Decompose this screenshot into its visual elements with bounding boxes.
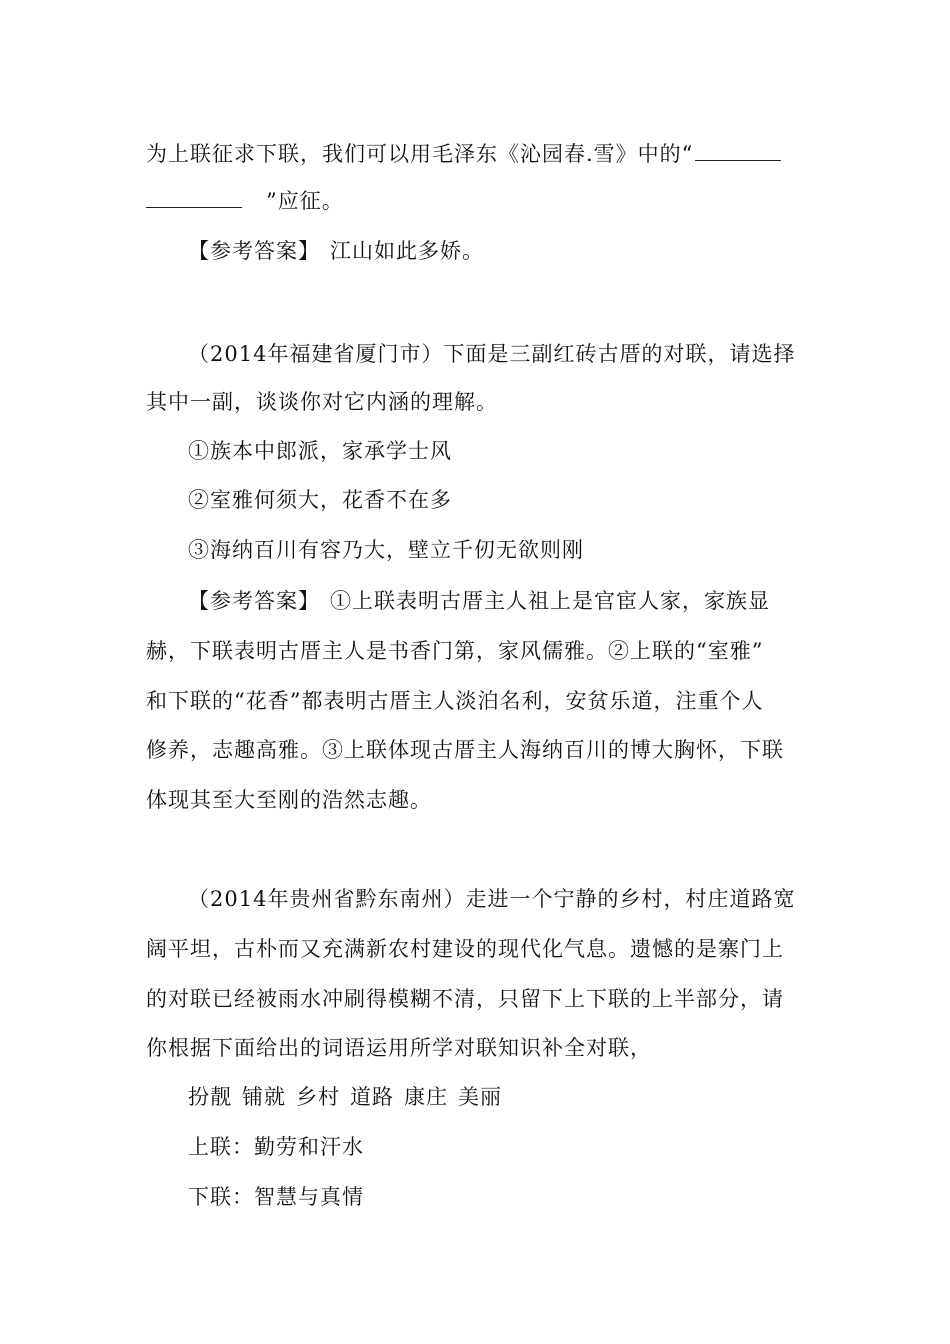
word-item: 美丽: [458, 1085, 502, 1109]
answer-label: 【参考答案】: [188, 239, 320, 263]
answer-line: [188, 237, 484, 265]
lower-couplet-line: [188, 1183, 364, 1211]
word-list: [188, 1083, 502, 1111]
lower-couplet-text: 智慧与真情: [254, 1185, 364, 1209]
upper-couplet-line: [188, 1133, 364, 1161]
word-item: 扮靓: [188, 1085, 232, 1109]
question-line: 阔平坦，古朴而又充满新农村建设的现代化气息。遗憾的是寨门上: [146, 937, 784, 961]
word-item: 乡村: [296, 1085, 340, 1109]
answer-blank: [146, 187, 242, 208]
word-item: 道路: [350, 1085, 394, 1109]
question-line: （2014年福建省厦门市）下面是三副红砖古厝的对联，请选择: [188, 342, 796, 366]
question-text: ”应征。: [266, 189, 344, 213]
upper-couplet-text: 勤劳和汗水: [254, 1135, 364, 1159]
paragraph-line: [146, 140, 781, 168]
answer-line: [188, 587, 770, 615]
answer-line: 和下联的“花香”都表明古厝主人淡泊名利，安贫乐道，注重个人: [146, 689, 764, 713]
upper-couplet-label: 上联：: [188, 1135, 254, 1159]
couplet-item: ③海纳百川有容乃大，壁立千仞无欲则刚: [188, 538, 584, 562]
couplet-item: ①族本中郎派，家承学士风: [188, 439, 452, 463]
question-line: 的对联已经被雨水冲刷得模糊不清，只留下上下联的上半部分，请: [146, 987, 784, 1011]
answer-label: 【参考答案】: [188, 589, 320, 613]
paragraph-line: [146, 187, 344, 215]
answer-text: 江山如此多娇。: [330, 239, 484, 263]
answer-line: 赫，下联表明古厝主人是书香门第，家风儒雅。②上联的“室雅”: [146, 639, 764, 663]
answer-blank: [695, 140, 781, 161]
question-line: 你根据下面给出的词语运用所学对联知识补全对联，: [146, 1036, 652, 1060]
answer-text: ①上联表明古厝主人祖上是官宦人家，家族显: [330, 589, 770, 613]
word-item: 康庄: [404, 1085, 448, 1109]
question-line: （2014年贵州省黔东南州）走进一个宁静的乡村，村庄道路宽: [188, 887, 796, 911]
answer-line: 体现其至大至刚的浩然志趣。: [146, 788, 432, 812]
lower-couplet-label: 下联：: [188, 1185, 254, 1209]
question-text: 为上联征求下联，我们可以用毛泽东《沁园春.雪》中的“: [146, 142, 694, 166]
couplet-item: ②室雅何须大，花香不在多: [188, 488, 452, 512]
question-line: 其中一副，谈谈你对它内涵的理解。: [146, 390, 498, 414]
answer-line: 修养，志趣高雅。③上联体现古厝主人海纳百川的博大胸怀，下联: [146, 738, 784, 762]
word-item: 铺就: [242, 1085, 286, 1109]
